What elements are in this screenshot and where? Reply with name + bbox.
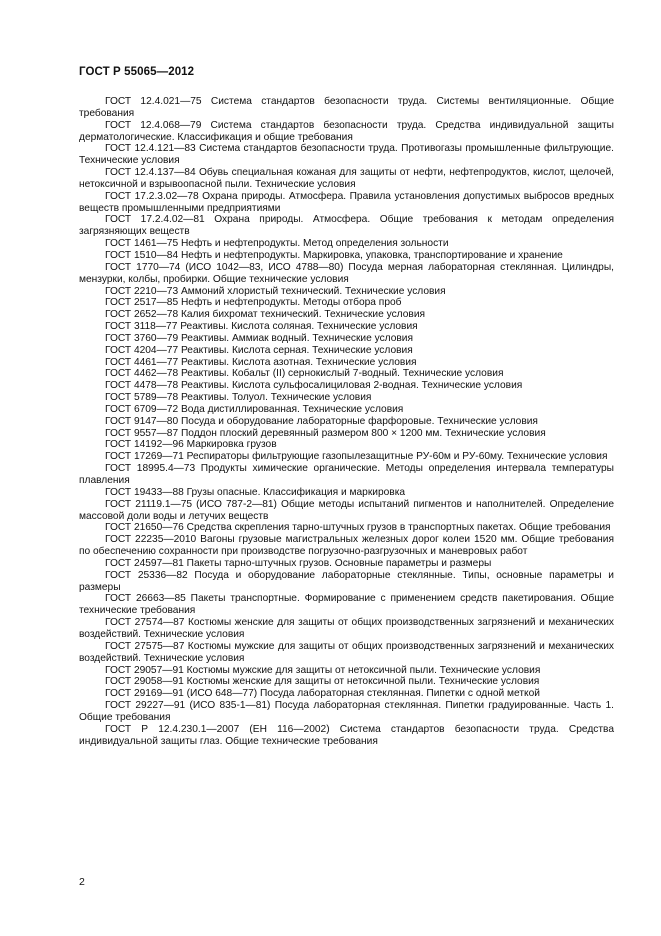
reference-entry: ГОСТ 4462—78 Реактивы. Кобальт (II) сернокислый 7-водный. Технические условия [105, 368, 504, 380]
reference-entry: ГОСТ 12.4.021—75 Система стандартов безопасности труда. Системы вентиляционные. Общие требования [79, 96, 614, 119]
reference-entry: ГОСТ 27575—87 Костюмы мужские для защиты от общих производственных загрязнений и механических воздействий. Технические условия [79, 640, 614, 664]
reference-entry: ГОСТ 19433—88 Грузы опасные. Классификация и маркировка [105, 486, 406, 498]
reference-entry: ГОСТ 6709—72 Вода дистиллированная. Технические условия [105, 403, 404, 415]
reference-entry: ГОСТ 18995.4—73 Продукты химические органические. Методы определения интервала температуры плавления [79, 463, 614, 486]
reference-entry: ГОСТ 3118—77 Реактивы. Кислота соляная. Технические условия [105, 321, 418, 333]
reference-entry: ГОСТ 27574—87 Костюмы женские для защиты от общих производственных загрязнений и механических воздействий. Технические условия [79, 617, 614, 640]
reference-entry: ГОСТ 21650—76 Средства скрепления тарно-штучных грузов в транспортных пакетах. Общие требования [105, 522, 611, 534]
reference-entry: ГОСТ 26663—85 Пакеты транспортные. Формирование с применением средств пакетирования. Общие технические требования [79, 593, 614, 617]
reference-entry: ГОСТ 2210—73 Аммоний хлористый технический. Технические условия [105, 285, 446, 297]
reference-entry: ГОСТ 1461—75 Нефть и нефтепродукты. Метод определения зольности [105, 238, 449, 250]
references-list [79, 96, 614, 747]
document-header: ГОСТ Р 55065—2012 [79, 66, 195, 78]
reference-entry: ГОСТ Р 12.4.230.1—2007 (ЕН 116—2002) Система стандартов безопасности труда. Средства индивидуальной защиты глаз. Общие технические требования [79, 723, 614, 747]
reference-entry: ГОСТ 1510—84 Нефть и нефтепродукты. Маркировка, упаковка, транспортирование и хранение [105, 249, 563, 261]
reference-entry: ГОСТ 21119.1—75 (ИСО 787-2—81) Общие методы испытаний пигментов и наполнителей. Определение массовой доли воды и летучих веществ [79, 498, 614, 522]
reference-entry: ГОСТ 17.2.4.02—81 Охрана природы. Атмосфера. Общие требования к методам определения загрязняющих веществ [79, 214, 614, 238]
reference-entry: ГОСТ 24597—81 Пакеты тарно-штучных грузов. Основные параметры и размеры [105, 557, 492, 569]
reference-entry: ГОСТ 9557—87 Поддон плоский деревянный размером 800 × 1200 мм. Технические условия [105, 427, 546, 439]
reference-entry: ГОСТ 12.4.121—83 Система стандартов безопасности труда. Противогазы промышленные фильтрующие. Технические условия [79, 143, 614, 167]
reference-entry: ГОСТ 25336—82 Посуда и оборудование лабораторные стеклянные. Типы, основные параметры и размеры [79, 569, 614, 593]
reference-entry: ГОСТ 29058—91 Костюмы женские для защиты от нетоксичной пыли. Технические условия [105, 676, 540, 688]
reference-entry: ГОСТ 17269—71 Респираторы фильтрующие газопылезащитные РУ-60м и РУ-60му. Технические условия [105, 451, 608, 463]
reference-entry: ГОСТ 4204—77 Реактивы. Кислота серная. Технические условия [105, 344, 413, 356]
reference-entry: ГОСТ 29057—91 Костюмы мужские для защиты от нетоксичной пыли. Технические условия [105, 664, 541, 676]
reference-entry: ГОСТ 2652—78 Калия бихромат технический. Технические условия [105, 309, 426, 321]
reference-entry: ГОСТ 3760—79 Реактивы. Аммиак водный. Технические условия [105, 332, 414, 344]
page-number: 2 [79, 876, 85, 888]
reference-entry: ГОСТ 14192—96 Маркировка грузов [105, 439, 277, 451]
reference-entry: ГОСТ 17.2.3.02—78 Охрана природы. Атмосфера. Правила установления допустимых выбросов вредных веществ промышленными предприятиями [79, 190, 614, 214]
reference-entry: ГОСТ 22235—2010 Вагоны грузовые магистральных железных дорог колеи 1520 мм. Общие требования по обеспечению сохранности при производстве погрузочно-разгрузочных и маневровых работ [79, 534, 614, 558]
reference-entry: ГОСТ 9147—80 Посуда и оборудование лабораторные фарфоровые. Технические условия [105, 415, 538, 427]
reference-entry: ГОСТ 2517—85 Нефть и нефтепродукты. Методы отбора проб [105, 297, 402, 309]
reference-entry: ГОСТ 1770—74 (ИСО 1042—83, ИСО 4788—80) Посуда мерная лабораторная стеклянная. Цилиндры, мензурки, колбы, пробирки. Общие технические условия [79, 261, 614, 285]
reference-entry: ГОСТ 4478—78 Реактивы. Кислота сульфосалициловая 2-водная. Технические условия [105, 380, 523, 392]
reference-entry: ГОСТ 5789—78 Реактивы. Толуол. Технические условия [105, 392, 372, 404]
reference-entry: ГОСТ 29227—91 (ИСО 835-1—81) Посуда лабораторная стеклянная. Пипетки градуированные. Часть 1. Общие требования [79, 700, 614, 723]
reference-entry: ГОСТ 12.4.068—79 Система стандартов безопасности труда. Средства индивидуальной защиты дерматологические. Классификация и общие требования [79, 119, 614, 143]
reference-entry: ГОСТ 29169—91 (ИСО 648—77) Посуда лабораторная стеклянная. Пипетки с одной меткой [105, 688, 540, 700]
reference-entry: ГОСТ 4461—77 Реактивы. Кислота азотная. Технические условия [105, 356, 417, 368]
reference-entry: ГОСТ 12.4.137—84 Обувь специальная кожаная для защиты от нефти, нефтепродуктов, кислот, щелочей, нетоксичной и взрывоопасной пыли. Технические условия [79, 167, 614, 190]
